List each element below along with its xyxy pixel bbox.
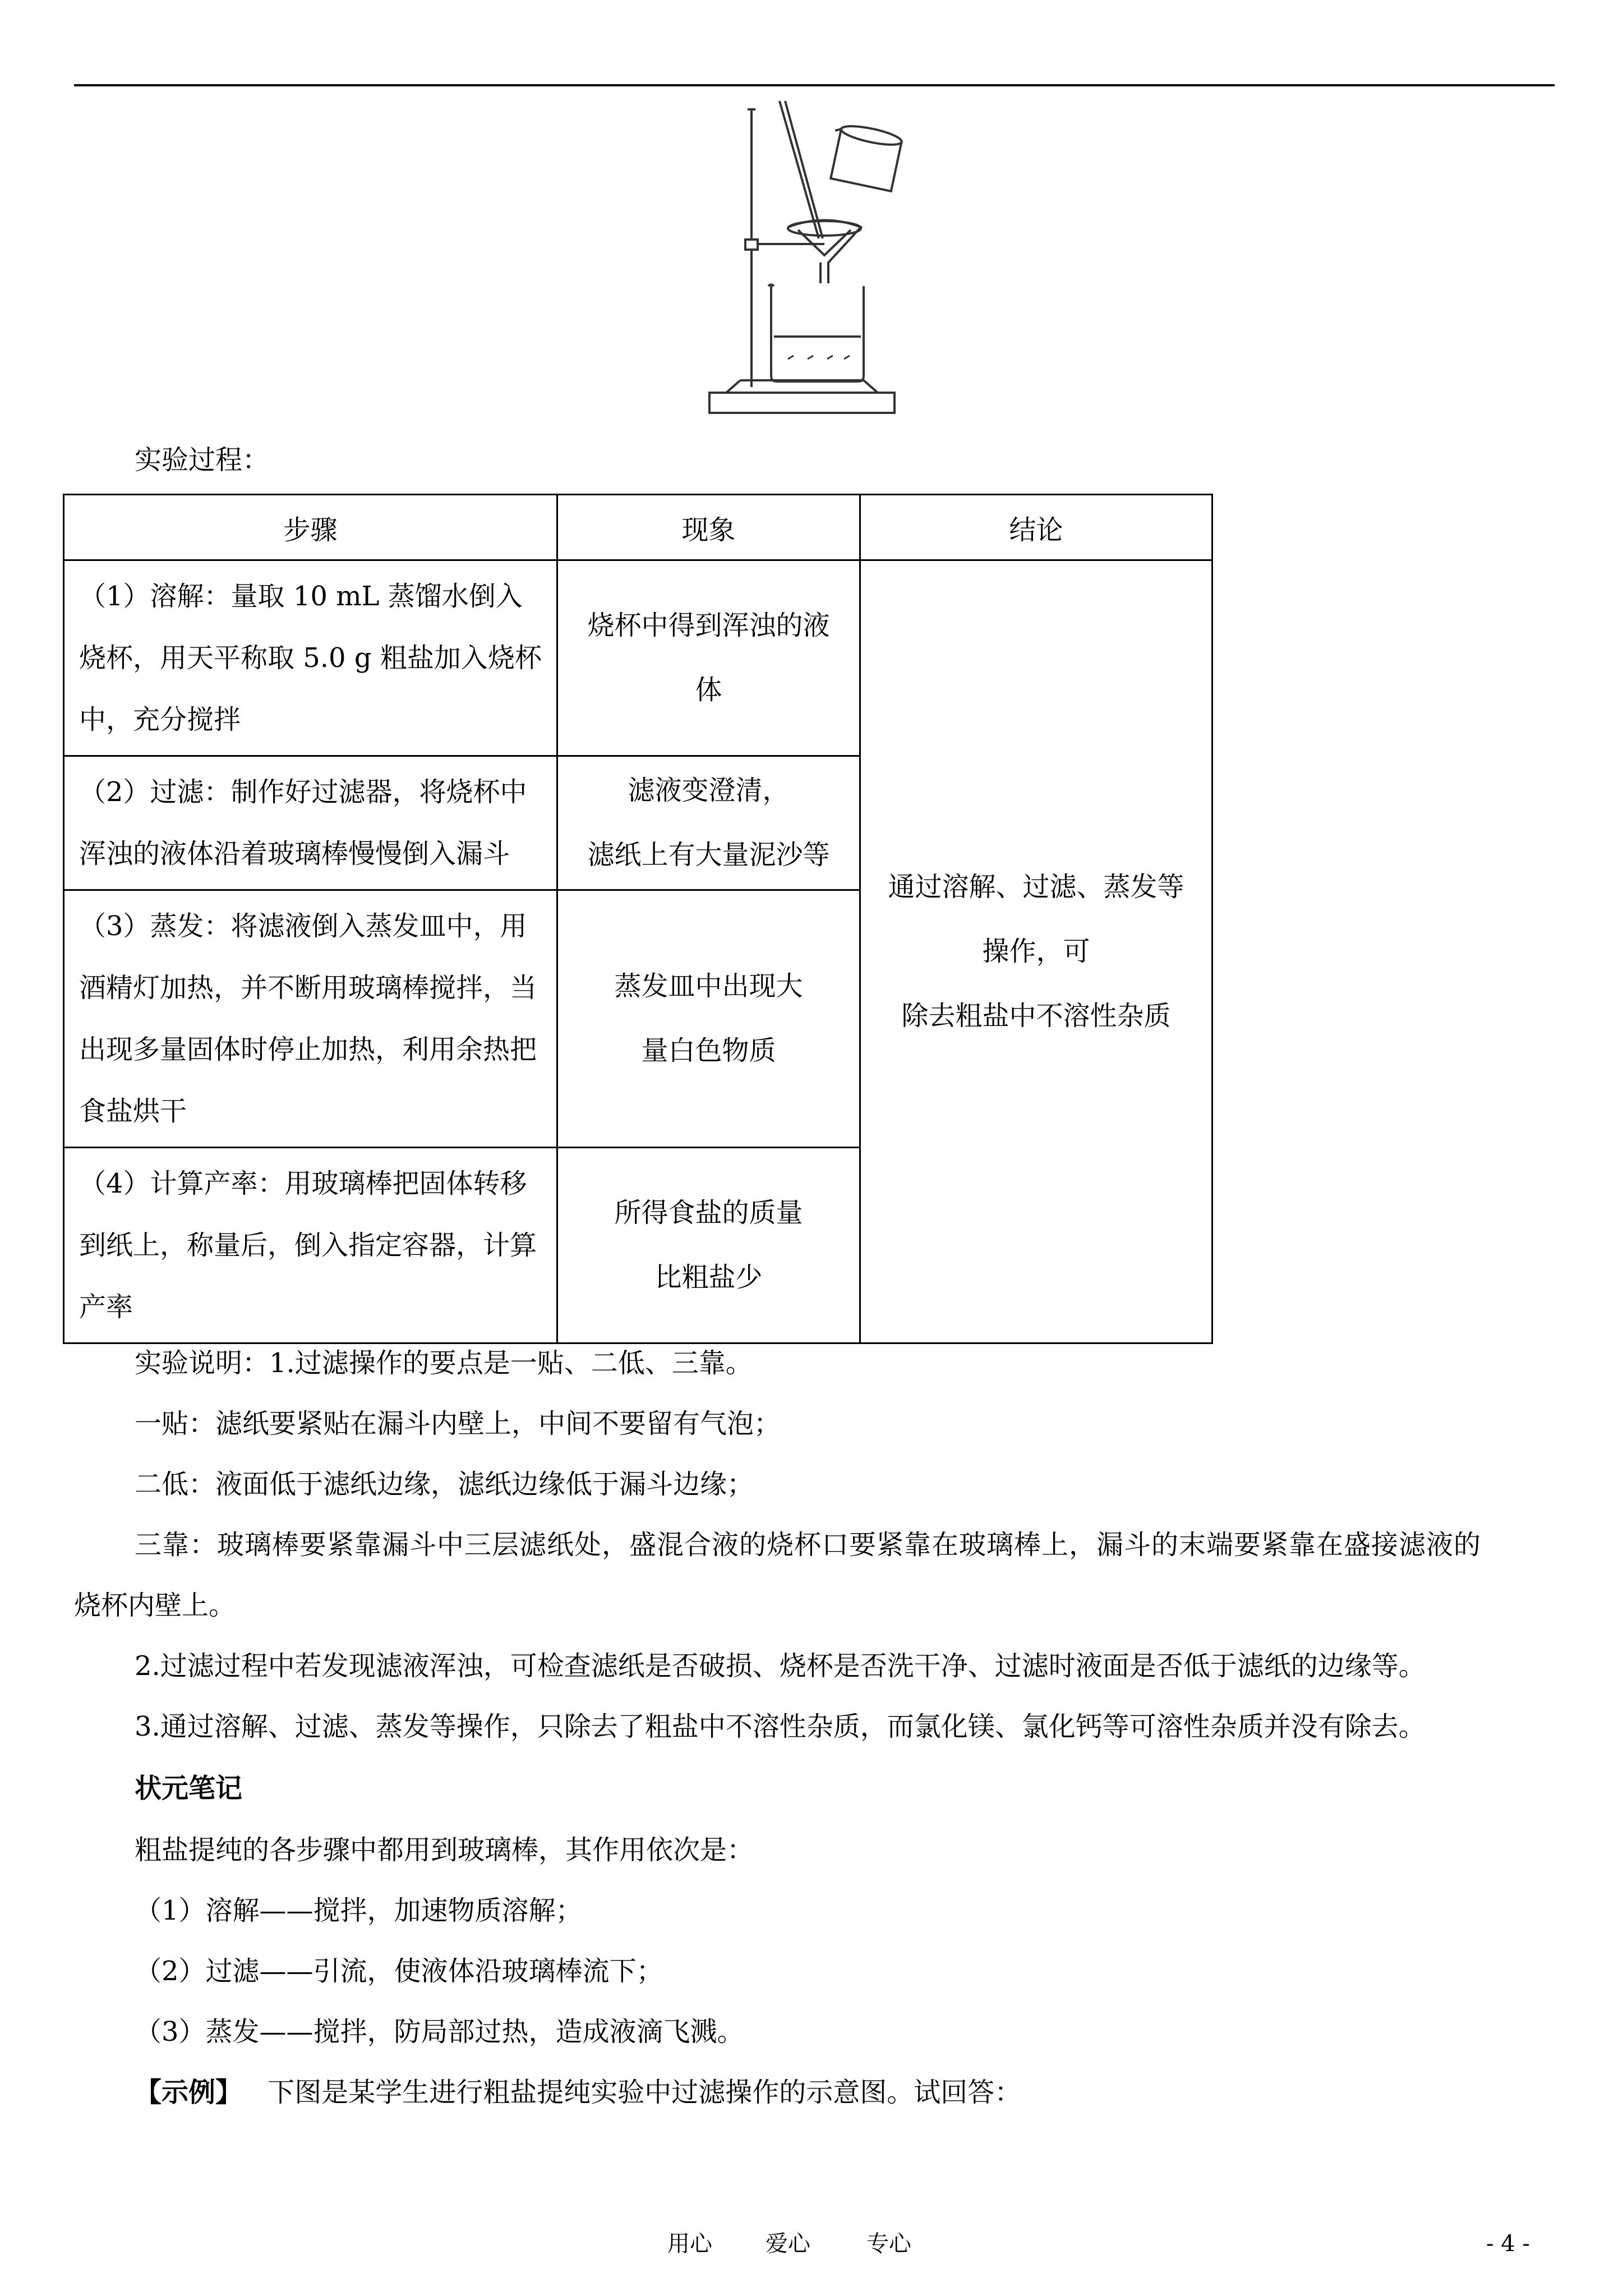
phenomenon-line: 量白色物质	[641, 1035, 776, 1066]
conclusion-line: 除去粗盐中不溶性杂质	[901, 1000, 1171, 1032]
phenomenon-cell	[557, 890, 860, 1148]
table-header-row	[64, 495, 1212, 560]
filtration-apparatus-figure	[704, 95, 939, 421]
conclusion-line: 操作，可	[982, 936, 1090, 967]
phenomenon-line: 烧杯中得到浑浊的液	[587, 610, 830, 641]
phenomenon-line: 比粗盐少	[654, 1262, 763, 1293]
experiment-note-3: 二低：液面低于滤纸边缘，滤纸边缘低于漏斗边缘；	[135, 1469, 754, 1500]
page-number: - 4 -	[1486, 2231, 1530, 2257]
header-rule	[74, 84, 1555, 86]
phenomenon-cell	[557, 1148, 860, 1343]
conclusion-cell	[860, 560, 1212, 1343]
summary-intro: 粗盐提纯的各步骤中都用到玻璃棒，其作用依次是：	[135, 1834, 754, 1866]
table-row	[64, 560, 1212, 756]
example-paragraph	[135, 2076, 1021, 2109]
phenomenon-line: 蒸发皿中出现大	[614, 970, 803, 1002]
footer-motto-3: 专心	[866, 2231, 911, 2257]
footer-motto-2: 爱心	[766, 2231, 810, 2257]
summary-item: （2）过滤——引流，使液体沿玻璃棒流下；	[135, 1955, 663, 1987]
section-title: 状元笔记	[135, 1773, 243, 1804]
phenomenon-line: 体	[695, 674, 722, 706]
summary-item: （1）溶解——搅拌，加速物质溶解；	[135, 1895, 583, 1926]
experiment-note-5: 2.过滤过程中若发现滤液浑浊，可检查滤纸是否破损、烧杯是否洗干净、过滤时液面是否低于滤纸的边缘等。	[135, 1650, 1426, 1682]
phenomenon-cell	[557, 756, 860, 890]
conclusion-line: 通过溶解、过滤、蒸发等	[888, 871, 1184, 903]
experiment-note-4b: 烧杯内壁上。	[74, 1590, 236, 1621]
header-conclusion: 结论	[860, 495, 1212, 560]
step-cell: （4）计算产率：用玻璃棒把固体转移到纸上，称量后，倒入指定容器，计算产率	[64, 1148, 557, 1343]
summary-item: （3）蒸发——搅拌，防局部过热，造成液滴飞溅。	[135, 2016, 744, 2047]
experiment-table	[63, 494, 1213, 1344]
step-cell: （2）过滤：制作好过滤器，将烧杯中浑浊的液体沿着玻璃棒慢慢倒入漏斗	[64, 756, 557, 890]
phenomenon-line: 所得食盐的质量	[614, 1197, 803, 1228]
header-phenomenon: 现象	[557, 495, 860, 560]
header-step: 步骤	[64, 495, 557, 560]
example-text: 下图是某学生进行粗盐提纯实验中过滤操作的示意图。试回答：	[268, 2077, 1022, 2108]
experiment-note-2: 一贴：滤纸要紧贴在漏斗内壁上，中间不要留有气泡；	[135, 1408, 781, 1439]
experiment-process-label: 实验过程：	[135, 444, 270, 476]
experiment-note-4a: 三靠：玻璃棒要紧靠漏斗中三层滤纸处，盛混合液的烧杯口要紧靠在玻璃棒上，漏斗的末端要紧靠在盛接滤液的	[135, 1529, 1482, 1561]
experiment-note-6: 3.通过溶解、过滤、蒸发等操作，只除去了粗盐中不溶性杂质，而氯化镁、氯化钙等可溶性杂质并没有除去。	[135, 1711, 1426, 1742]
phenomenon-line: 滤液变澄清，	[628, 775, 790, 806]
step-cell: （3）蒸发：将滤液倒入蒸发皿中，用酒精灯加热，并不断用玻璃棒搅拌，当出现多量固体时停止加热，利用余热把食盐烘干	[64, 890, 557, 1148]
step-cell: （1）溶解：量取 10 mL 蒸馏水倒入烧杯，用天平称取 5.0 g 粗盐加入烧杯中，充分搅拌	[64, 560, 557, 756]
phenomenon-cell	[557, 560, 860, 756]
footer-motto-1: 用心	[667, 2231, 712, 2257]
phenomenon-line: 滤纸上有大量泥沙等	[587, 839, 830, 871]
experiment-note-1: 实验说明：1.过滤操作的要点是一贴、二低、三靠。	[135, 1347, 753, 1379]
example-label: 【示例】	[135, 2077, 243, 2108]
